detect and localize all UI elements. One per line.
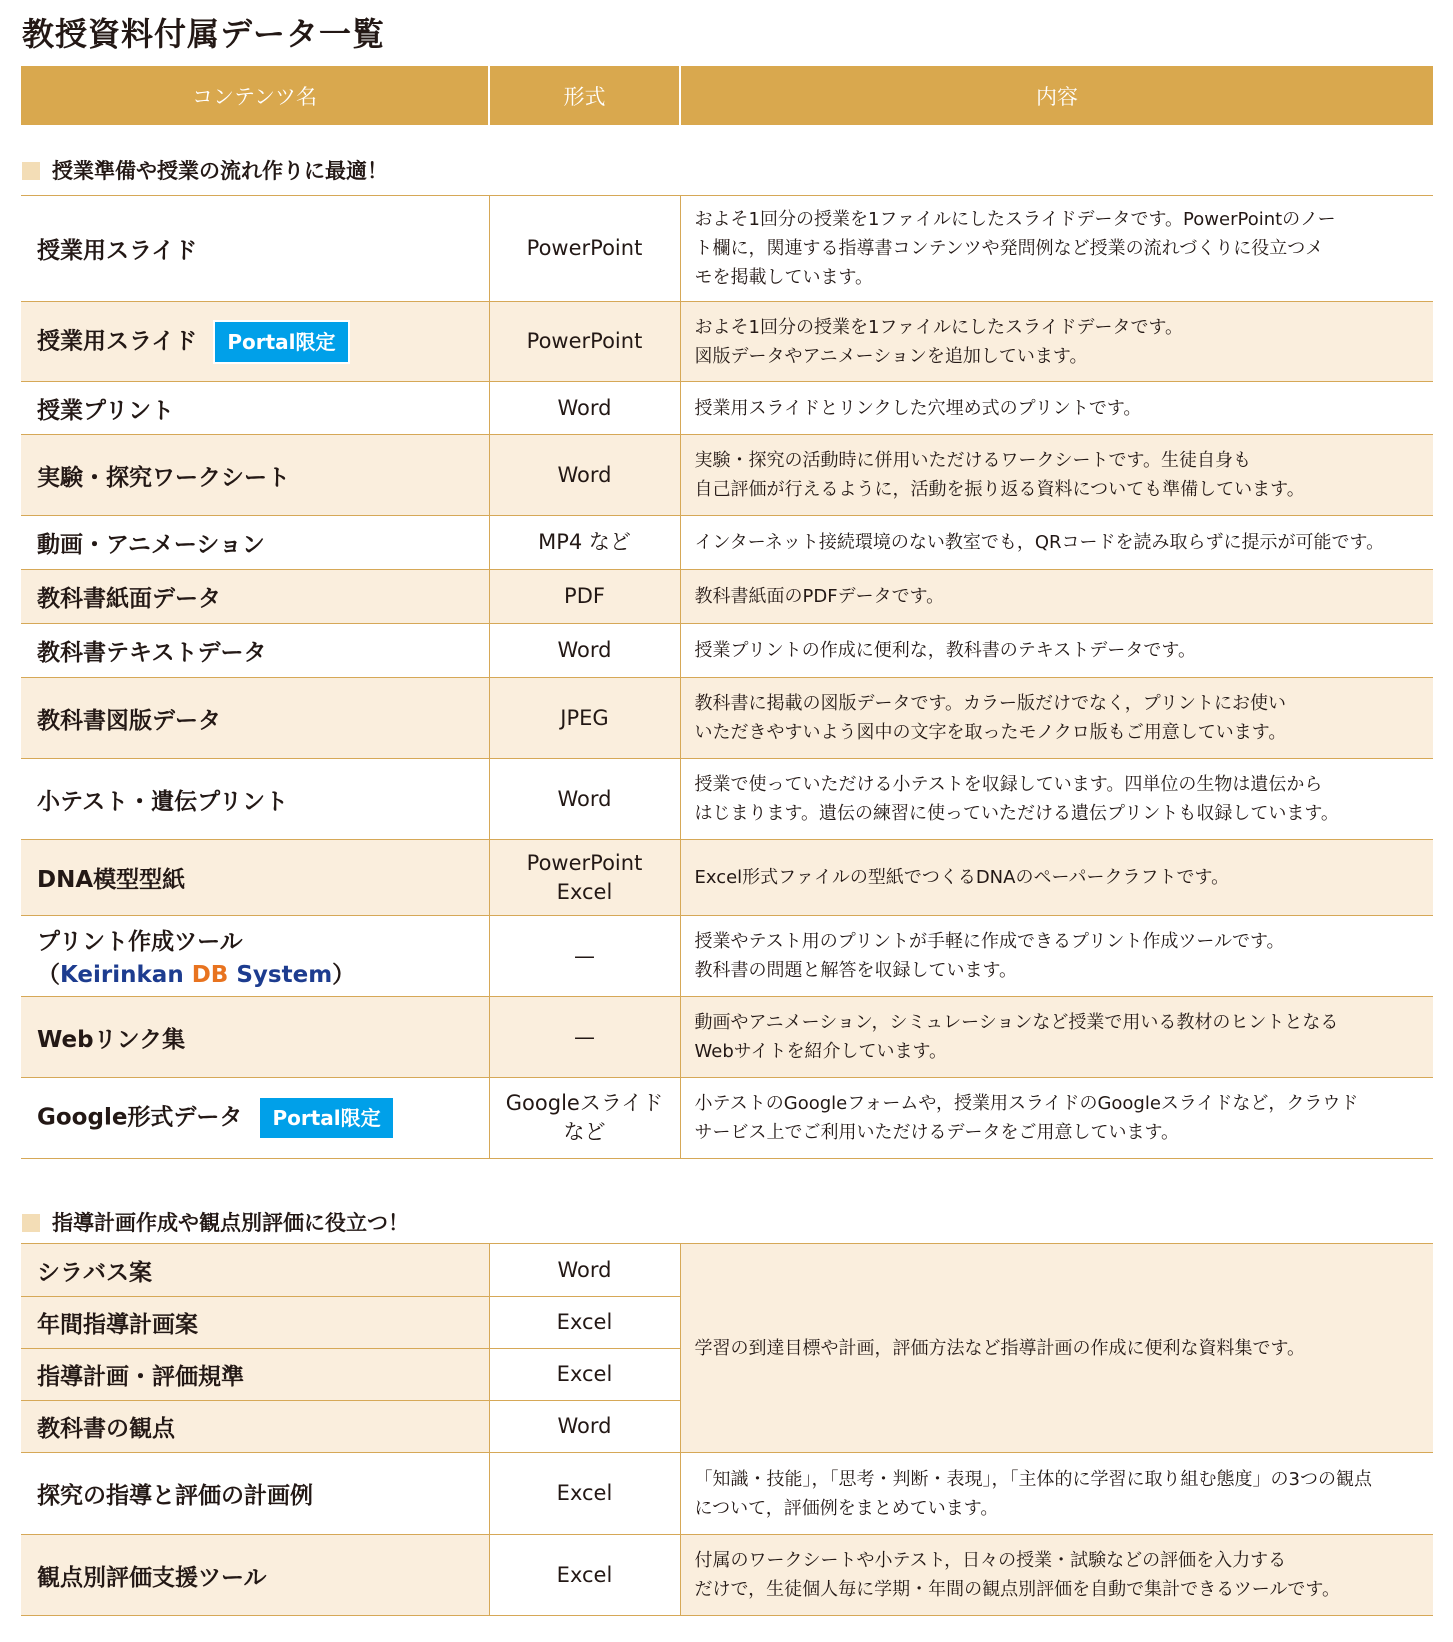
desc-line: だけで，生徒個人毎に学期・年間の観点別評価を自動で集計できるツールです。 [694,1579,1340,1600]
desc-line: 教科書に掲載の図版データです。カラー版だけでなく，プリントにお使い [694,693,1286,714]
desc-line: 動画やアニメーション，シミュレーションなど授業で用いる教材のヒントとなる [694,1012,1339,1033]
table-row [21,1535,1433,1616]
row-name: 教科書テキストデータ [21,624,489,678]
desc-line: 自己評価が行えるように，活動を振り返る資料についても準備しています。 [694,479,1305,500]
row-name: シラバス案 [21,1244,489,1297]
row-description [680,1535,1433,1616]
table-row [21,916,1433,997]
row-name: 小テスト・遺伝プリント [21,759,489,840]
table-row [21,840,1433,916]
desc-line: およそ1回分の授業を1ファイルにしたスライドデータです。PowerPointのノー [694,209,1336,230]
table-row [21,1244,1433,1297]
desc-line: いただきやすいよう図中の文字を取ったモノクロ版もご用意しています。 [694,722,1287,743]
row-format: Word [489,435,680,516]
section-2-table [21,1243,1433,1616]
system-word: System [236,962,333,988]
header-content: 内容 [680,66,1433,125]
desc-line: ト欄に，関連する指導書コンテンツや発問例など授業の流れづくりに役立つメ [694,238,1324,259]
portal-badge: Portal限定 [213,320,349,364]
table-row [21,1453,1433,1535]
desc-line: 「知識・技能」，「思考・判断・表現」，「主体的に学習に取り組む態度」の3つの観点 [694,1468,1372,1490]
row-name: 授業プリント [21,382,489,435]
row-name: Webリンク集 [21,997,489,1078]
table-row [21,516,1433,570]
row-name [21,1078,489,1159]
portal-badge: Portal限定 [258,1096,394,1140]
desc-line: 図版データやアニメーションを追加しています。 [694,345,1088,367]
row-description: 教科書紙面のPDFデータです。 [680,570,1433,624]
desc-line: 小テストのGoogleフォームや，授業用スライドのGoogleスライドなど，クラウド [694,1093,1359,1114]
row-format: — [489,916,680,997]
section-marker-icon [22,1214,40,1232]
desc-line: について，評価例をまとめています。 [694,1497,999,1519]
row-name: 指導計画・評価規準 [21,1349,489,1401]
row-name: 年間指導計画案 [21,1297,489,1349]
row-format: Word [489,759,680,840]
row-format [489,1078,680,1159]
row-format: Excel [489,1349,680,1401]
row-description [680,196,1433,302]
row-name-text: 授業用スライド [37,328,198,354]
desc-line: 授業で使っていただける小テストを収録しています。四単位の生物は遺伝から [694,774,1323,795]
section-title-1 [22,156,388,186]
format-line: など [563,1120,606,1144]
table-row [21,196,1433,302]
desc-line: はじまります。遺伝の練習に使っていただける遺伝プリントも収録しています。 [694,803,1339,824]
row-name: 探究の指導と評価の計画例 [21,1453,489,1535]
format-line: PowerPoint [526,850,643,875]
row-format: Word [489,1401,680,1453]
table-row [21,678,1433,759]
row-format [489,840,680,916]
keirinkan-word: Keirinkan [60,962,184,988]
row-format: Excel [489,1535,680,1616]
header-format: 形式 [489,66,680,125]
row-description [680,302,1433,382]
table-row [21,435,1433,516]
row-name [21,302,489,382]
row-name: 授業用スライド [21,196,489,302]
row-format: Word [489,382,680,435]
row-description [680,997,1433,1078]
db-word: DB [191,962,229,988]
desc-line: 授業やテスト用のプリントが手軽に作成できるプリント作成ツールです。 [694,931,1285,952]
desc-line: 付属のワークシートや小テスト，日々の授業・試験などの評価を入力する [694,1550,1287,1571]
row-format: MP4 など [489,516,680,570]
row-name: 教科書図版データ [21,678,489,759]
row-name-text: プリント作成ツール [37,929,243,955]
row-format: PowerPoint [489,302,680,382]
row-description [680,916,1433,997]
desc-line: 教科書の問題と解答を収録しています。 [694,960,1018,981]
merged-description: 学習の到達目標や計画，評価方法など指導計画の作成に便利な資料集です。 [680,1244,1433,1453]
desc-line: サービス上でご利用いただけるデータをご用意しています。 [694,1122,1180,1143]
row-name-text: Google形式データ [37,1104,243,1131]
desc-line: Webサイトを紹介しています。 [694,1041,948,1062]
desc-line: およそ1回分の授業を1ファイルにしたスライドデータです。 [694,316,1184,338]
table-row [21,382,1433,435]
header-name: コンテンツ名 [21,66,489,125]
row-description [680,1078,1433,1159]
desc-line: 実験・探究の活動時に併用いただけるワークシートです。生徒自身も [694,450,1252,471]
row-format: Excel [489,1453,680,1535]
row-name: DNA模型型紙 [21,840,489,916]
row-name: 教科書の観点 [21,1401,489,1453]
keirinkan-db-system-label [37,956,475,989]
row-description: 授業用スライドとリンクした穴埋め式のプリントです。 [680,382,1433,435]
section-marker-icon [22,162,40,180]
format-line: Googleスライド [505,1091,664,1115]
table-row [21,624,1433,678]
section-title-text: 指導計画作成や観点別評価に役立つ！ [52,1211,409,1235]
row-format: PowerPoint [489,196,680,302]
section-1-table [21,195,1433,1159]
row-name [21,916,489,997]
section-title-text: 授業準備や授業の流れ作りに最適！ [52,159,388,183]
row-name: 動画・アニメーション [21,516,489,570]
row-format: — [489,997,680,1078]
paren-open: （ [37,962,60,988]
row-description: Excel形式ファイルの型紙でつくるDNAのペーパークラフトです。 [680,840,1433,916]
row-format: Excel [489,1297,680,1349]
row-name: 実験・探究ワークシート [21,435,489,516]
format-line: Excel [556,879,613,904]
row-description [680,435,1433,516]
table-header [21,66,1433,125]
page-title: 教授資料付属データ一覧 [22,15,386,53]
row-description: 授業プリントの作成に便利な，教科書のテキストデータです。 [680,624,1433,678]
section-title-2 [22,1208,409,1238]
row-format: PDF [489,570,680,624]
table-row [21,759,1433,840]
row-format: JPEG [489,678,680,759]
table-row [21,997,1433,1078]
row-format: Word [489,624,680,678]
row-description [680,678,1433,759]
desc-line: モを掲載しています。 [694,267,874,288]
row-name: 観点別評価支援ツール [21,1535,489,1616]
row-name: 教科書紙面データ [21,570,489,624]
row-format: Word [489,1244,680,1297]
paren-close: ） [332,962,356,988]
table-row [21,302,1433,382]
row-description: インターネット接続環境のない教室でも，QRコードを読み取らずに提示が可能です。 [680,516,1433,570]
table-row [21,570,1433,624]
table-row [21,1078,1433,1159]
row-description [680,759,1433,840]
row-description [680,1453,1433,1535]
